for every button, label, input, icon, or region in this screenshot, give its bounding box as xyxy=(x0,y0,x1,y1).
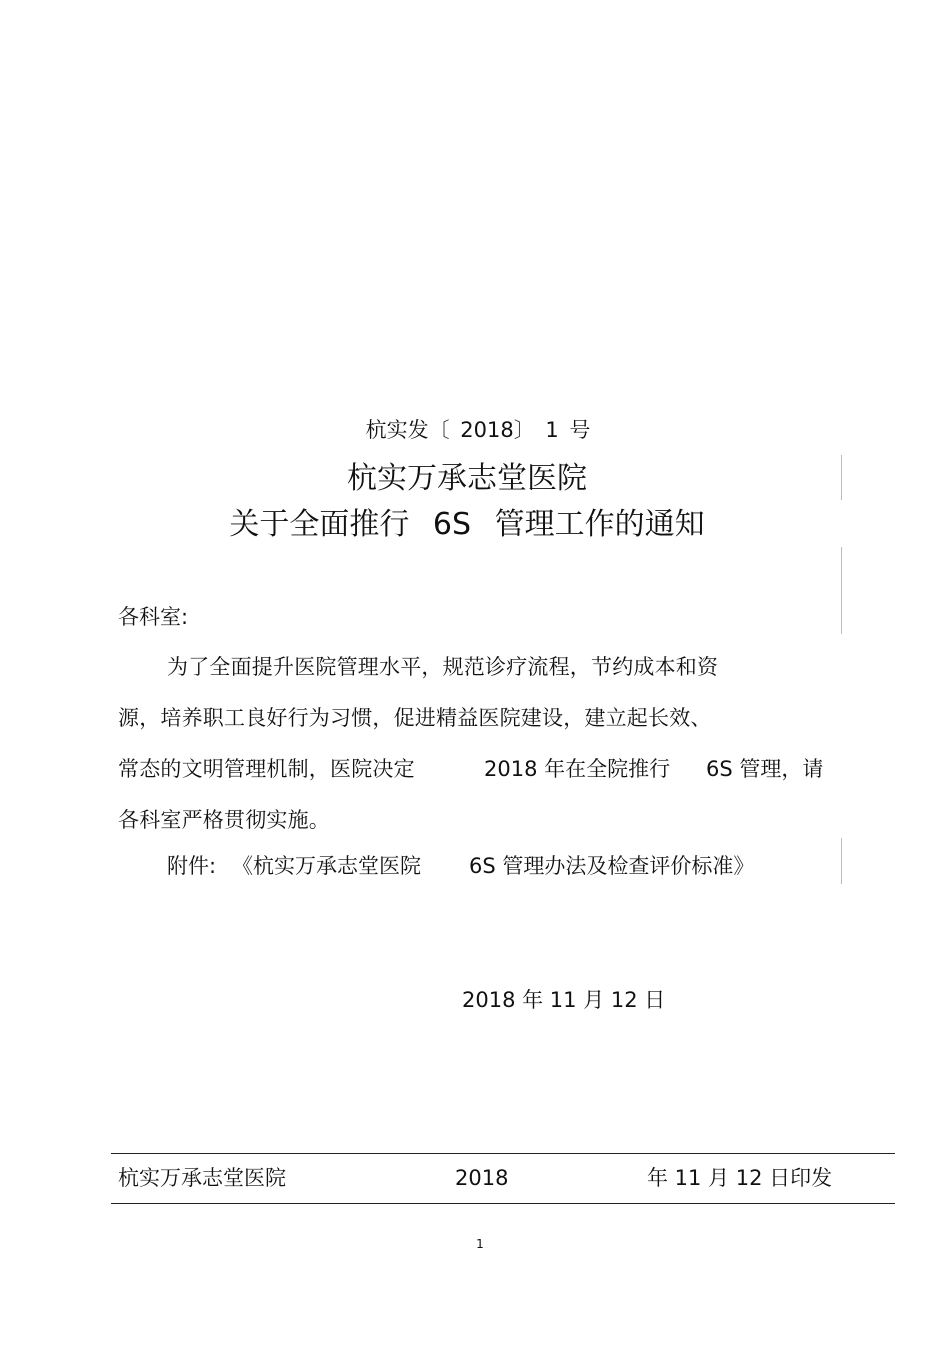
margin-rule xyxy=(841,547,842,634)
title-hospital-name: 杭实万承志堂医院 xyxy=(347,461,587,496)
document-number: 杭实发〔 2018〕 1 号 xyxy=(365,418,591,442)
footer-bottom-rule xyxy=(111,1203,895,1204)
footer-org: 杭实万承志堂医院 xyxy=(118,1166,286,1190)
body-line-3-part-1: 常态的文明管理机制，医院决定 xyxy=(118,757,415,781)
margin-rule xyxy=(841,838,842,884)
body-line-3-part-3: 6S 管理，请 xyxy=(706,757,824,781)
issue-date: 2018 年 11 月 12 日 xyxy=(462,988,666,1012)
footer-top-rule xyxy=(111,1153,895,1154)
attachment-label: 附件: xyxy=(167,854,217,878)
attachment-title-part-1: 《杭实万承志堂医院 xyxy=(232,854,421,878)
body-line-3-part-2: 2018 年在全院推行 xyxy=(484,757,671,781)
body-line-4: 各科室严格贯彻实施。 xyxy=(118,808,330,832)
body-line-1: 为了全面提升医院管理水平，规范诊疗流程，节约成本和资 xyxy=(167,655,719,679)
title-notice-subject: 关于全面推行 6S 管理工作的通知 xyxy=(229,507,705,542)
attachment-title-part-2: 6S 管理办法及检查评价标准》 xyxy=(469,854,755,878)
salutation: 各科室: xyxy=(118,605,189,629)
footer-print-date: 年 11 月 12 日印发 xyxy=(647,1166,833,1190)
body-line-2: 源，培养职工良好行为习惯，促进精益医院建设，建立起长效、 xyxy=(118,706,712,730)
margin-rule xyxy=(841,455,842,500)
page-number: 1 xyxy=(476,1237,484,1251)
footer-year: 2018 xyxy=(455,1166,509,1190)
